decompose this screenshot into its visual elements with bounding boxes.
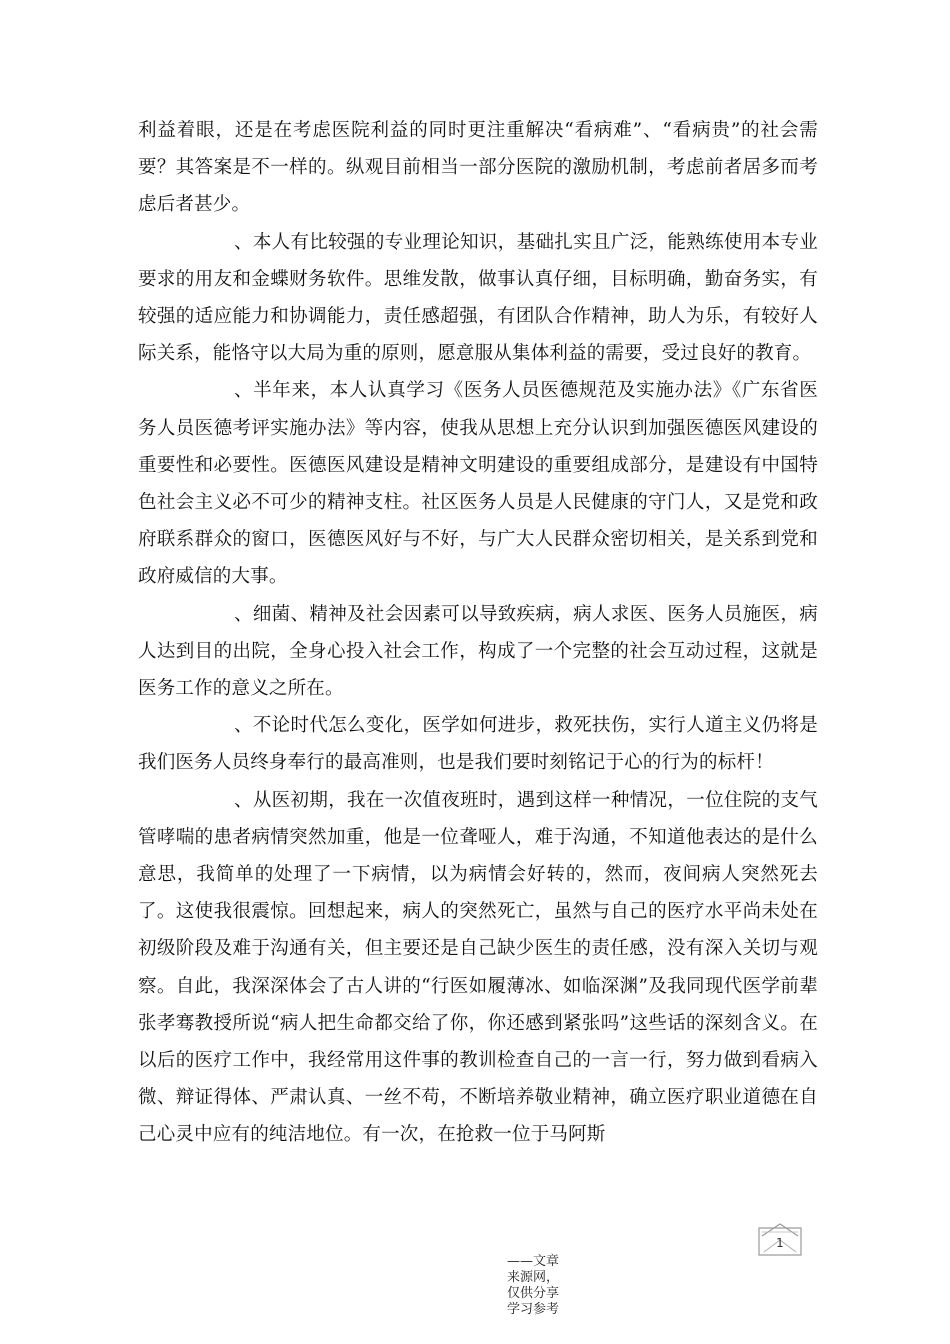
paragraph-5: 、不论时代怎么变化，医学如何进步，救死扶伤，实行人道主义仍将是我们医务人员终身奉行的最高准则，也是我们要时刻铭记于心的行为的标杆！: [138, 715, 818, 774]
document-body: [138, 112, 818, 1154]
paragraph-1: 利益着眼，还是在考虑医院利益的同时更注重解决“看病难”、“看病贵”的社会需要？其答案是不一样的。纵观目前相当一部分医院的激励机制，考虑前者居多而考虑后者甚少。: [138, 120, 818, 216]
page-number-badge: [758, 1222, 802, 1256]
paragraph-2: 、本人有比较强的专业理论知识，基础扎实且广泛，能熟练使用本专业要求的用友和金蝶财务软件。思维发散，做事认真仔细，目标明确，勤奋务实，有较强的适应能力和协调能力，责任感超强，有团队合作精神，助人为乐，有较好人际关系，能恪守以大局为重的原则，愿意服从集体利益的需要，受过良好的教育。: [138, 231, 818, 365]
page-number: 1: [776, 1236, 784, 1250]
paragraph-4: 、细菌、精神及社会因素可以导致疾病，病人求医、医务人员施医，病人达到目的出院，全身心投入社会工作，构成了一个完整的社会互动过程，这就是医务工作的意义之所在。: [138, 603, 818, 700]
footer-source-note: ——文章来源网，仅供分享学习参考: [507, 1254, 560, 1317]
paragraph-6: 、从医初期，我在一次值夜班时，遇到这样一种情况，一位住院的支气管哮喘的患者病情突然加重，他是一位聋哑人，难于沟通，不知道他表达的是什么意思，我简单的处理了一下病情，以为病情会好转的，然而，夜间病人突然死去了。这使我很震惊。回想起来，病人的突然死亡，虽然与自己的医疗水平尚未处在初级阶段及难于沟通有关，但主要还是自己缺少医生的责任感，没有深入关切与观察。自此，我深深体会了古人讲的“行医如履薄冰、如临深渊”及我同现代医学前辈张孝骞教授所说“病人把生命都交给了你，你还感到紧张吗”这些话的深刻含义。在以后的医疗工作中，我经常用这件事的教训检查自己的一言一行，努力做到看病入微、辩证得体、严肃认真、一丝不苟，不断培养敬业精神，确立医疗职业道德在自己心灵中应有的纯洁地位。有一次，在抢救一位于马阿斯: [138, 789, 818, 1146]
paragraph-3: 、半年来，本人认真学习《医务人员医德规范及实施办法》《广东省医务人员医德考评实施办法》等内容，使我从思想上充分认识到加强医德医风建设的重要性和必要性。医德医风建设是精神文明建设的重要组成部分，是建设有中国特色社会主义必不可少的精神支柱。社区医务人员是人民健康的守门人，又是党和政府联系群众的窗口，医德医风好与不好，与广大人民群众密切相关，是关系到党和政府威信的大事。: [138, 380, 818, 588]
